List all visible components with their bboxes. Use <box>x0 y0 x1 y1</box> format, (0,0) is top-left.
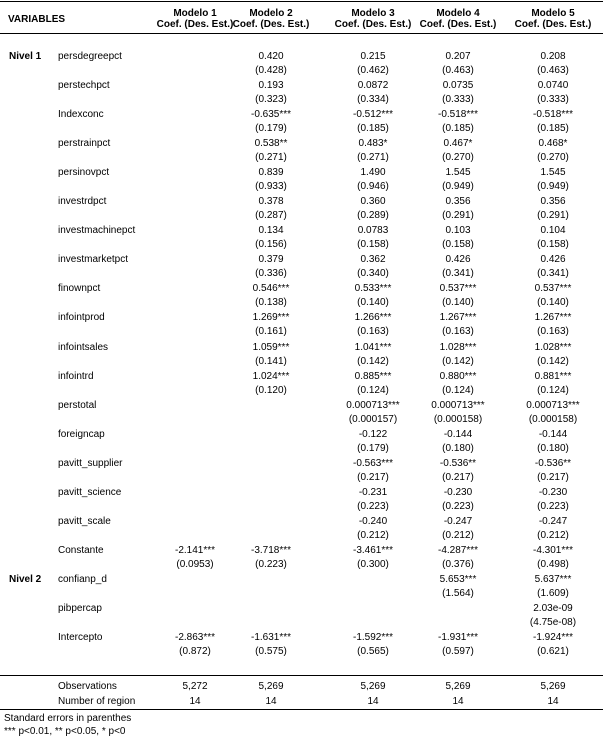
coef-cell: -0.536** <box>534 457 572 469</box>
coef-cell: -0.230 <box>538 486 568 498</box>
coef-cell: -0.247 <box>538 515 568 527</box>
coef-cell: 0.378 <box>258 196 284 208</box>
se-cell: (0.124) <box>357 384 389 396</box>
coef-cell: -4.287*** <box>437 544 479 556</box>
coef-cell: 0.537*** <box>534 283 572 295</box>
se-cell: (0.161) <box>255 326 287 338</box>
se-cell: (0.949) <box>537 181 569 193</box>
se-cell: (0.462) <box>357 65 389 76</box>
coef-cell: 0.000713*** <box>431 399 485 411</box>
coef-cell: -1.924*** <box>532 632 574 643</box>
variable-name: Indexconc <box>58 109 104 121</box>
variable-name: infointsales <box>58 341 109 353</box>
variable-name: pibpercap <box>58 602 102 614</box>
coef-cell: 2.03e-09 <box>533 602 573 614</box>
coef-cell: 0.356 <box>540 196 566 208</box>
variable-name: perstotal <box>58 399 97 411</box>
se-cell: (0.575) <box>255 646 287 657</box>
se-cell: (0.142) <box>537 355 569 367</box>
coef-cell: -3.718*** <box>250 544 292 556</box>
stat-value: 14 <box>189 696 201 707</box>
se-cell: (0.376) <box>442 558 474 570</box>
coef-cell: 0.356 <box>445 196 471 208</box>
se-cell: (0.142) <box>442 355 474 367</box>
coef-cell: 5.637*** <box>534 573 572 585</box>
se-cell: (0.185) <box>442 123 474 135</box>
model-subheader: Coef. (Des. Est.) <box>334 19 412 30</box>
top-rule <box>0 1 603 2</box>
coef-cell: 0.885*** <box>354 370 392 382</box>
se-cell: (0.340) <box>357 268 389 280</box>
coef-cell: 0.379 <box>258 254 284 266</box>
coef-cell: 1.266*** <box>354 312 392 324</box>
se-cell: (0.217) <box>537 471 569 483</box>
se-cell: (0.124) <box>537 384 569 396</box>
model-subheader: Coef. (Des. Est.) <box>232 19 310 30</box>
stat-label: Observations <box>58 681 117 692</box>
variable-name: Intercepto <box>58 632 103 643</box>
stat-value: 14 <box>452 696 464 707</box>
se-cell: (0.223) <box>442 500 474 512</box>
se-cell: (0.000158) <box>528 413 578 425</box>
se-cell: (0.140) <box>357 297 389 309</box>
coef-cell: 1.028*** <box>439 341 477 353</box>
level-label: Nivel 1 <box>9 51 42 62</box>
se-cell: (0.158) <box>537 239 569 251</box>
se-cell: (0.180) <box>537 442 569 454</box>
se-cell: (0.223) <box>537 500 569 512</box>
se-cell: (0.163) <box>537 326 569 338</box>
model-name-header: Modelo 4 <box>436 8 480 19</box>
se-cell: (0.498) <box>537 558 569 570</box>
coef-cell: -0.518*** <box>437 109 479 121</box>
coef-cell: -0.231 <box>358 486 388 498</box>
se-cell: (0.333) <box>537 94 569 106</box>
se-cell: (0.212) <box>537 529 569 541</box>
model-subheader: Coef. (Des. Est.) <box>156 19 234 30</box>
coef-cell: 0.533*** <box>354 283 392 295</box>
coef-cell: -0.536** <box>439 457 477 469</box>
se-cell: (0.933) <box>255 181 287 193</box>
se-cell: (0.341) <box>442 268 474 280</box>
variable-name: confianp_d <box>58 573 107 585</box>
variable-name: Constante <box>58 544 104 556</box>
stat-value: 5,269 <box>360 681 386 692</box>
coef-cell: -0.518*** <box>532 109 574 121</box>
coef-cell: 1.028*** <box>534 341 572 353</box>
coef-cell: 0.360 <box>360 196 386 208</box>
variable-name: persdegreepct <box>58 51 122 62</box>
coef-cell: 0.000713*** <box>346 399 400 411</box>
coef-cell: -0.144 <box>443 428 473 440</box>
se-cell: (0.180) <box>442 442 474 454</box>
level-label: Nivel 2 <box>9 573 42 585</box>
coef-cell: 0.000713*** <box>526 399 580 411</box>
coef-cell: 1.545 <box>445 167 471 179</box>
stat-value: 5,269 <box>258 681 284 692</box>
coef-cell: 0.538** <box>254 138 288 150</box>
se-cell: (0.271) <box>357 152 389 164</box>
coef-cell: 0.0740 <box>537 80 569 92</box>
se-cell: (0.336) <box>255 268 287 280</box>
variable-name: perstrainpct <box>58 138 111 150</box>
coef-cell: -1.931*** <box>437 632 479 643</box>
se-cell: (0.124) <box>442 384 474 396</box>
se-cell: (0.334) <box>357 94 389 106</box>
coef-cell: -0.512*** <box>352 109 394 121</box>
coef-cell: 0.420 <box>258 51 284 62</box>
se-cell: (1.609) <box>537 587 569 599</box>
model-subheader: Coef. (Des. Est.) <box>514 19 592 30</box>
se-cell: (0.333) <box>442 94 474 106</box>
se-cell: (0.179) <box>255 123 287 135</box>
se-cell: (1.564) <box>442 587 474 599</box>
footnote-se: Standard errors in parenthes <box>4 713 132 724</box>
se-cell: (0.271) <box>255 152 287 164</box>
stats-rule <box>0 675 603 676</box>
variables-header: VARIABLES <box>8 14 66 25</box>
coef-cell: -0.247 <box>443 515 473 527</box>
coef-cell: -2.863*** <box>174 632 216 643</box>
stat-value: 14 <box>265 696 277 707</box>
coef-cell: 0.0735 <box>442 80 474 92</box>
se-cell: (0.223) <box>357 500 389 512</box>
coef-cell: 1.024*** <box>252 370 290 382</box>
coef-cell: -0.563*** <box>352 457 394 469</box>
variable-name: pavitt_science <box>58 486 122 498</box>
se-cell: (0.217) <box>442 471 474 483</box>
coef-cell: -2.141*** <box>174 544 216 556</box>
coef-cell: 0.215 <box>360 51 386 62</box>
variable-name: investrdpct <box>58 196 107 208</box>
variable-name: finownpct <box>58 283 101 295</box>
se-cell: (0.185) <box>357 123 389 135</box>
se-cell: (0.156) <box>255 239 287 251</box>
se-cell: (0.140) <box>442 297 474 309</box>
coef-cell: 5.653*** <box>439 573 477 585</box>
coef-cell: 0.537*** <box>439 283 477 295</box>
se-cell: (0.463) <box>537 65 569 76</box>
coef-cell: 1.267*** <box>534 312 572 324</box>
se-cell: (0.323) <box>255 94 287 106</box>
se-cell: (0.217) <box>357 471 389 483</box>
coef-cell: 0.881*** <box>534 370 572 382</box>
se-cell: (0.565) <box>357 646 389 657</box>
se-cell: (0.463) <box>442 65 474 76</box>
se-cell: (0.142) <box>357 355 389 367</box>
coef-cell: 1.041*** <box>354 341 392 353</box>
se-cell: (0.946) <box>357 181 389 193</box>
footnote-significance: *** p<0.01, ** p<0.05, * p<0 <box>4 726 126 737</box>
model-name-header: Modelo 1 <box>173 8 217 19</box>
variable-name: investmarketpct <box>58 254 129 266</box>
coef-cell: 0.103 <box>445 225 471 237</box>
se-cell: (0.291) <box>442 210 474 222</box>
se-cell: (0.300) <box>357 558 389 570</box>
model-subheader: Coef. (Des. Est.) <box>419 19 497 30</box>
se-cell: (0.291) <box>537 210 569 222</box>
se-cell: (0.212) <box>442 529 474 541</box>
coef-cell: 1.059*** <box>252 341 290 353</box>
stat-value: 5,269 <box>540 681 566 692</box>
coef-cell: 0.193 <box>258 80 284 92</box>
coef-cell: 0.467* <box>443 138 473 150</box>
model-name-header: Modelo 3 <box>351 8 395 19</box>
header-rule <box>0 33 603 34</box>
se-cell: (0.163) <box>357 326 389 338</box>
se-cell: (0.140) <box>537 297 569 309</box>
variable-name: foreigncap <box>58 428 105 440</box>
se-cell: (0.158) <box>442 239 474 251</box>
coef-cell: 0.468* <box>538 138 568 150</box>
coef-cell: -3.461*** <box>352 544 394 556</box>
se-cell: (4.75e-08) <box>529 616 577 628</box>
stat-value: 14 <box>547 696 559 707</box>
stat-label: Number of region <box>58 696 136 707</box>
se-cell: (0.287) <box>255 210 287 222</box>
se-cell: (0.120) <box>255 384 287 396</box>
se-cell: (0.289) <box>357 210 389 222</box>
se-cell: (0.949) <box>442 181 474 193</box>
coef-cell: -1.592*** <box>352 632 394 643</box>
se-cell: (0.0953) <box>176 558 214 570</box>
se-cell: (0.621) <box>537 646 569 657</box>
coef-cell: -1.631*** <box>250 632 292 643</box>
variable-name: investmachinepct <box>58 225 136 237</box>
variable-name: pavitt_scale <box>58 515 111 527</box>
coef-cell: 0.134 <box>258 225 284 237</box>
model-name-header: Modelo 5 <box>531 8 575 19</box>
coef-cell: 0.104 <box>540 225 566 237</box>
coef-cell: -0.240 <box>358 515 388 527</box>
coef-cell: 0.426 <box>540 254 566 266</box>
se-cell: (0.163) <box>442 326 474 338</box>
variable-name: infointprod <box>58 312 105 324</box>
coef-cell: 1.490 <box>360 167 386 179</box>
se-cell: (0.212) <box>357 529 389 541</box>
se-cell: (0.341) <box>537 268 569 280</box>
se-cell: (0.185) <box>537 123 569 135</box>
se-cell: (0.000157) <box>348 413 398 425</box>
coef-cell: -4.301*** <box>532 544 574 556</box>
coef-cell: 0.839 <box>258 167 284 179</box>
variable-name: perstechpct <box>58 80 110 92</box>
bottom-rule <box>0 709 603 710</box>
se-cell: (0.223) <box>255 558 287 570</box>
coef-cell: 0.362 <box>360 254 386 266</box>
coef-cell: 0.0872 <box>357 80 389 92</box>
model-name-header: Modelo 2 <box>249 8 293 19</box>
coef-cell: 0.426 <box>445 254 471 266</box>
coef-cell: 0.483* <box>358 138 388 150</box>
se-cell: (0.138) <box>255 297 287 309</box>
coef-cell: 0.0783 <box>357 225 389 237</box>
stat-value: 14 <box>367 696 379 707</box>
se-cell: (0.000158) <box>433 413 483 425</box>
coef-cell: 0.208 <box>540 51 566 62</box>
se-cell: (0.872) <box>179 646 211 657</box>
coef-cell: -0.122 <box>358 428 388 440</box>
variable-name: pavitt_supplier <box>58 457 123 469</box>
coef-cell: 0.880*** <box>439 370 477 382</box>
se-cell: (0.158) <box>357 239 389 251</box>
se-cell: (0.179) <box>357 442 389 454</box>
se-cell: (0.270) <box>537 152 569 164</box>
coef-cell: 1.269*** <box>252 312 290 324</box>
coef-cell: -0.635*** <box>250 109 292 121</box>
coef-cell: 1.267*** <box>439 312 477 324</box>
se-cell: (0.270) <box>442 152 474 164</box>
coef-cell: 1.545 <box>540 167 566 179</box>
se-cell: (0.597) <box>442 646 474 657</box>
coef-cell: -0.144 <box>538 428 568 440</box>
coef-cell: 0.546*** <box>252 283 290 295</box>
se-cell: (0.141) <box>255 355 287 367</box>
stat-value: 5,272 <box>182 681 208 692</box>
coef-cell: 0.207 <box>445 51 471 62</box>
variable-name: persinovpct <box>58 167 110 179</box>
se-cell: (0.428) <box>255 65 287 76</box>
coef-cell: -0.230 <box>443 486 473 498</box>
variable-name: infointrd <box>58 370 94 382</box>
stat-value: 5,269 <box>445 681 471 692</box>
